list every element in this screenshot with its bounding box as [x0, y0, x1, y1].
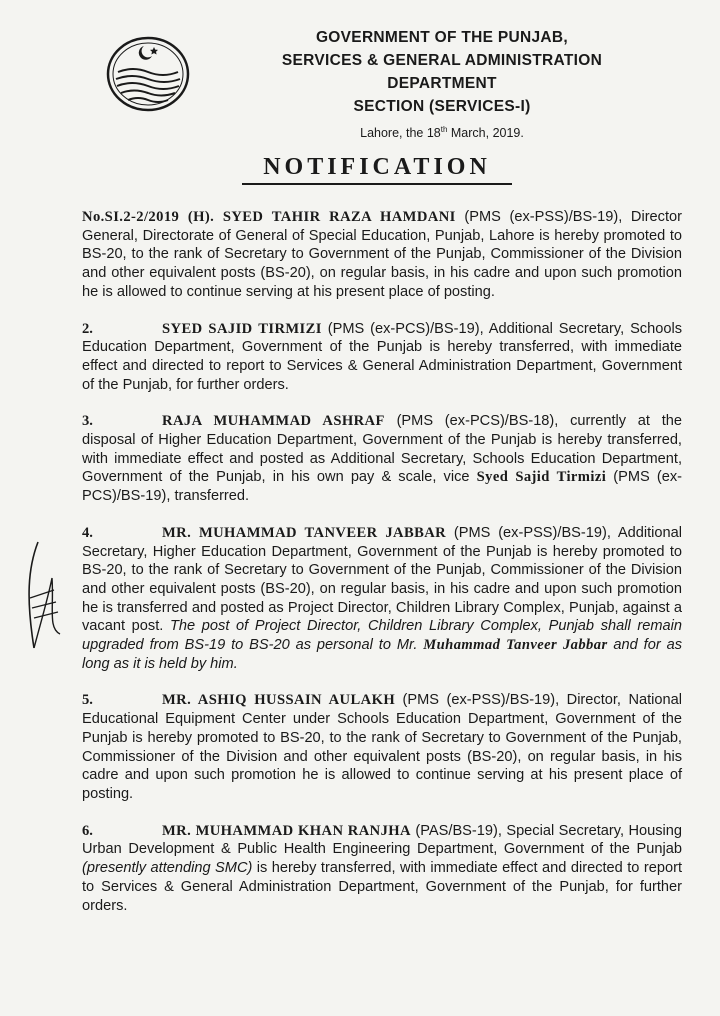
department-label: DEPARTMENT — [387, 75, 497, 92]
paragraph-number: 3. — [82, 413, 93, 430]
officer-name: SYED SAJID TIRMIZI — [162, 320, 322, 337]
paragraph-3: 3. RAJA MUHAMMAD ASHRAF (PMS (ex-PCS)/BS-18), currently at the disposal of Higher Education Department, Government of the Punjab is hereby transferred, with immediate effect and posted as Additional Secretary, Schools Education Department, Government of the Punjab, in his own pay & scale, vice Syed Sajid Tirmizi (PMS (ex-PCS)/BS-19), transferred. — [82, 413, 682, 505]
section-name: SECTION (SERVICES-I) — [353, 98, 531, 115]
signature-icon — [8, 538, 68, 658]
paragraph-5: 5. MR. ASHIQ HUSSAIN AULAKH (PMS (ex-PSS)/BS-19), Director, National Educational Equipment Center under Schools Education Department, Government of the Punjab is hereby promoted to BS-20, to the rank of Secretary to Government of the Punjab, Commissioner of the Division and other equivalent posts (BS-20), on regular basis, in his cadre and upon such promotion he is allowed to continue serving at his present place of posting. — [82, 692, 682, 802]
notification-date: Lahore, the 18th March, 2019. — [360, 125, 524, 141]
officer-name: SYED TAHIR RAZA HAMDANI — [222, 209, 456, 225]
paragraph-number: 6. — [82, 822, 93, 839]
punjab-emblem-icon — [104, 34, 192, 112]
officer-name: MR. MUHAMMAD KHAN RANJHA — [162, 822, 411, 839]
paragraph-number: 4. — [82, 524, 93, 541]
govt-name: GOVERNMENT OF THE PUNJAB, — [315, 29, 569, 46]
paragraph-1: No.SI.2-2/2019 (H). SYED TAHIR RAZA HAMDANI (PMS (ex-PSS)/BS-19), Director General, Directorate of General of Special Education, Punjab, Lahore is hereby promoted to BS-20, to the rank of Secretary to Government of the Punjab, Commissioner of the Division and other equivalent posts (BS-20), on regular basis, in his cadre and upon such promotion he is allowed to continue serving at his present place of posting. — [82, 209, 682, 300]
paragraph-6: 6. MR. MUHAMMAD KHAN RANJHA (PAS/BS-19), Special Secretary, Housing Urban Development & Public Health Engineering Department, Government of the Punjab (presently attending SMC) is hereby transferred, with immediate effect and directed to report to Services & General Administration Department, Government of the Punjab, for further orders. — [82, 822, 682, 914]
notification-body — [82, 208, 682, 933]
department-name: SERVICES & GENERAL ADMINISTRATION — [281, 52, 603, 69]
officer-name: MR. MUHAMMAD TANVEER JABBAR — [162, 524, 447, 541]
paragraph-4: 4. MR. MUHAMMAD TANVEER JABBAR (PMS (ex-PSS)/BS-19), Additional Secretary, Higher Education Department, Government of the Punjab is hereby promoted to BS-20, to the rank of Secretary to Government of the Punjab, Commissioner of the Division and other equivalent posts (BS-20), on regular basis, in his cadre and upon such promotion he is transferred and posted as Project Director, Children Library Complex, Punjab, against a vacant post. The post of Project Director, Children Library Complex, Punjab shall remain upgraded from BS-19 to BS-20 as personal to Mr. Muhammad Tanveer Jabbar and for as long as it is held by him. — [82, 524, 682, 672]
paragraph-2: 2. SYED SAJID TIRMIZI (PMS (ex-PCS)/BS-19), Additional Secretary, Schools Education Department, Government of the Punjab is hereby transferred, with immediate effect and directed to report to Services & General Administration Department, Government of the Punjab, for further orders. — [82, 320, 682, 393]
paragraph-number: 2. — [82, 320, 93, 337]
officer-name: MR. ASHIQ HUSSAIN AULAKH — [162, 692, 396, 709]
paragraph-number: 5. — [82, 692, 93, 709]
letterhead — [232, 26, 652, 140]
page-title: NOTIFICATION — [242, 154, 512, 185]
officer-name: RAJA MUHAMMAD ASHRAF — [162, 413, 385, 430]
